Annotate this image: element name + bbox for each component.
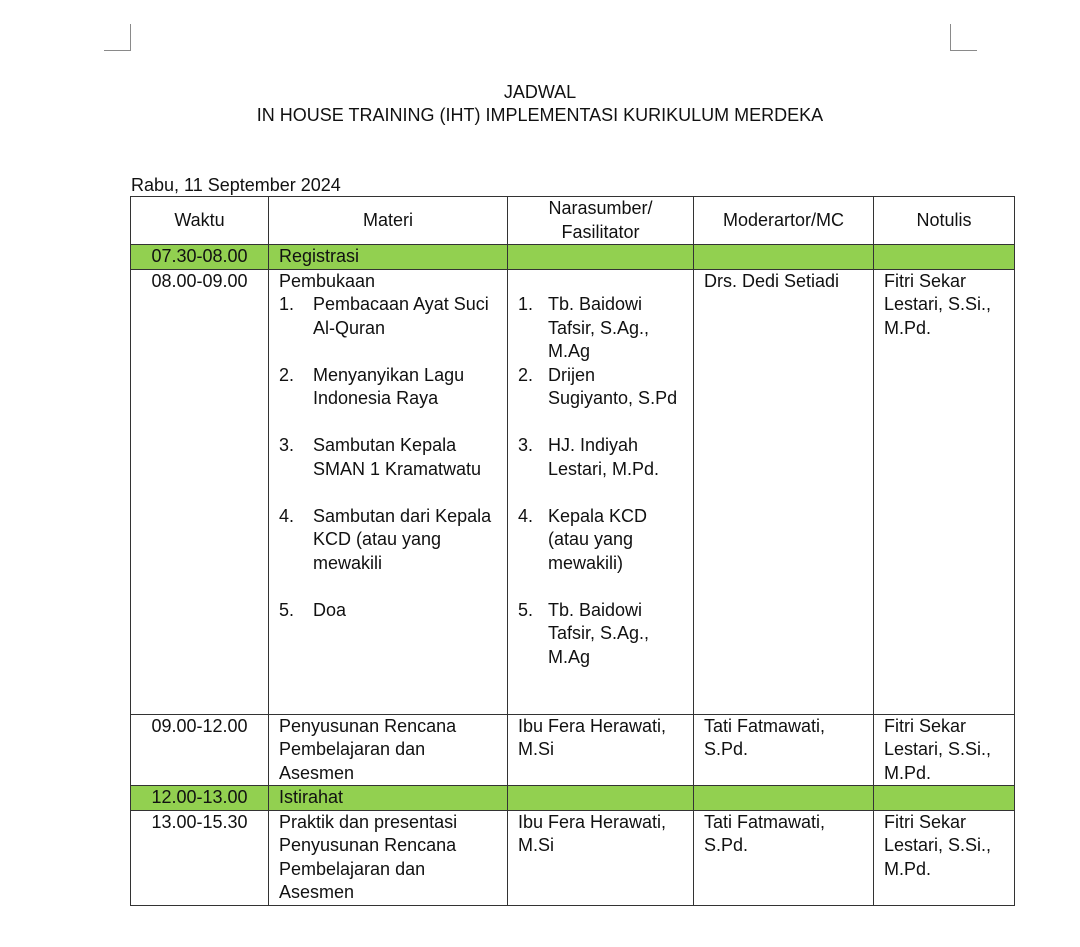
list-item: 5. Tb. Baidowi Tafsir, S.Ag., M.Ag bbox=[518, 599, 650, 667]
narasumber-list bbox=[518, 293, 683, 669]
narasumber-cell bbox=[508, 269, 694, 714]
empty-cell bbox=[694, 786, 874, 811]
col-header-narasumber-line: Fasilitator bbox=[561, 221, 640, 242]
list-item: 1. Tb. Baidowi Tafsir, S.Ag., M.Ag bbox=[518, 294, 650, 361]
col-header-notulis: Notulis bbox=[874, 197, 1015, 245]
time-cell: 07.30-08.00 bbox=[131, 245, 269, 270]
materi-title: Pembukaan bbox=[279, 270, 376, 291]
list-item: 2. Menyanyikan Lagu Indonesia Raya bbox=[279, 364, 465, 408]
table-row-praktik bbox=[131, 810, 1015, 905]
list-item: 4. Sambutan dari Kepala KCD (atau yang mewakili bbox=[279, 505, 492, 573]
crop-mark-right bbox=[950, 24, 977, 51]
moderator-cell: Tati Fatmawati, S.Pd. bbox=[694, 810, 874, 905]
materi-cell: Penyusunan Rencana Pembelajaran dan Asesmen bbox=[269, 714, 508, 786]
list-item: 3. Sambutan Kepala SMAN 1 Kramatwatu bbox=[279, 435, 482, 479]
empty-cell bbox=[508, 786, 694, 811]
moderator-cell: Drs. Dedi Setiadi bbox=[694, 269, 874, 714]
time-cell: 09.00-12.00 bbox=[131, 714, 269, 786]
materi-cell bbox=[269, 269, 508, 714]
notulis-cell: Fitri Sekar Lestari, S.Si., M.Pd. bbox=[874, 714, 1015, 786]
time-cell: 08.00-09.00 bbox=[131, 269, 269, 714]
notulis-cell: Fitri Sekar Lestari, S.Si., M.Pd. bbox=[874, 810, 1015, 905]
empty-cell bbox=[874, 245, 1015, 270]
table-row-registrasi bbox=[131, 245, 1015, 270]
table-header-row bbox=[131, 197, 1015, 245]
materi-cell: Praktik dan presentasi Penyusunan Rencana Pembelajaran dan Asesmen bbox=[269, 810, 508, 905]
schedule-date: Rabu, 11 September 2024 bbox=[131, 175, 341, 195]
notulis-cell: Fitri Sekar Lestari, S.Si., M.Pd. bbox=[874, 269, 1015, 714]
time-cell: 12.00-13.00 bbox=[131, 786, 269, 811]
table-row-istirahat bbox=[131, 786, 1015, 811]
list-item: 3. HJ. Indiyah Lestari, M.Pd. bbox=[518, 435, 660, 479]
crop-mark-left bbox=[104, 24, 131, 51]
col-header-narasumber bbox=[508, 197, 694, 245]
empty-cell bbox=[508, 245, 694, 270]
document-title: JADWAL bbox=[503, 82, 577, 102]
empty-cell bbox=[694, 245, 874, 270]
table-row-rpp bbox=[131, 714, 1015, 786]
list-item: 4. Kepala KCD (atau yang mewakili) bbox=[518, 505, 648, 573]
col-header-materi: Materi bbox=[269, 197, 508, 245]
moderator-cell: Tati Fatmawati, S.Pd. bbox=[694, 714, 874, 786]
empty-cell bbox=[874, 786, 1015, 811]
table-row-pembukaan bbox=[131, 269, 1015, 714]
list-item: 1. Pembacaan Ayat Suci Al-Quran bbox=[279, 294, 489, 338]
materi-list bbox=[279, 293, 497, 622]
materi-cell: Istirahat bbox=[269, 786, 508, 811]
col-header-narasumber-line: Narasumber/ bbox=[548, 198, 653, 218]
schedule-table bbox=[130, 196, 1015, 906]
col-header-waktu: Waktu bbox=[131, 197, 269, 245]
list-item: 5. Doa bbox=[279, 599, 347, 620]
narasumber-cell: Ibu Fera Herawati, M.Si bbox=[508, 714, 694, 786]
narasumber-cell: Ibu Fera Herawati, M.Si bbox=[508, 810, 694, 905]
list-item: 2. Drijen Sugiyanto, S.Pd bbox=[518, 364, 678, 408]
time-cell: 13.00-15.30 bbox=[131, 810, 269, 905]
document-subtitle: IN HOUSE TRAINING (IHT) IMPLEMENTASI KURIKULUM MERDEKA bbox=[256, 105, 824, 125]
col-header-moderator: Moderartor/MC bbox=[694, 197, 874, 245]
materi-cell: Registrasi bbox=[269, 245, 508, 270]
